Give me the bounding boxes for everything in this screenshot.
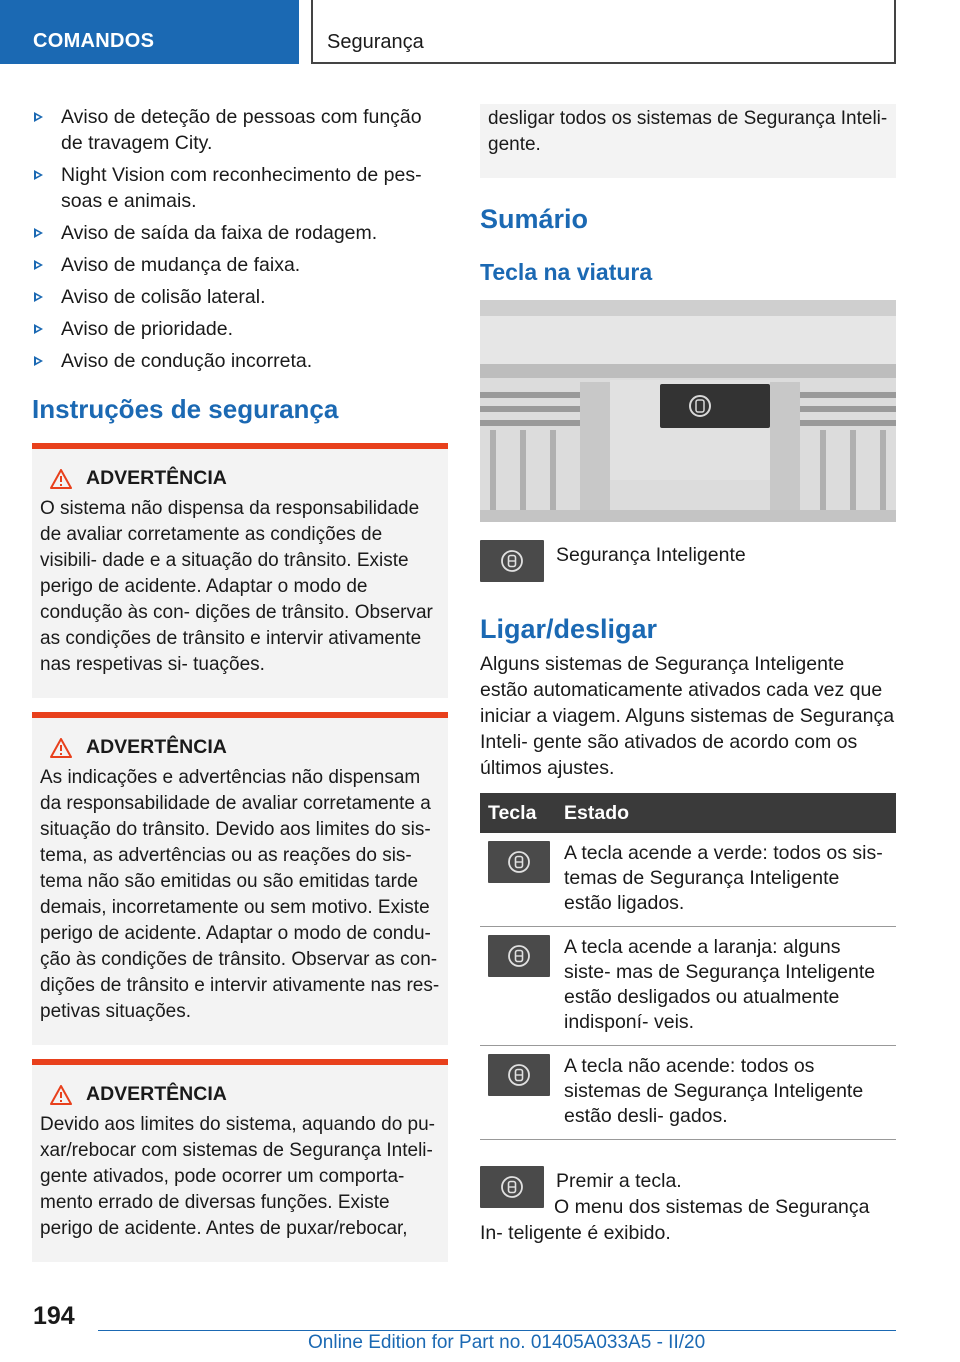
- warning-triangle-icon: [50, 1085, 72, 1105]
- intelligent-safety-icon: [507, 944, 531, 968]
- table-header-status: Estado: [556, 793, 896, 833]
- page-title: Segurança: [327, 31, 424, 53]
- table-row: [480, 927, 896, 1046]
- key-legend: [480, 540, 896, 582]
- page-header: [311, 0, 896, 64]
- bullet-list: [32, 104, 448, 374]
- status-table: [480, 793, 896, 1140]
- warning-continuation: desligar todos os sistemas de Segurança Inteli- gente.: [480, 104, 896, 178]
- warning-triangle-icon: [50, 738, 72, 758]
- triangle-bullet-icon: [34, 260, 43, 270]
- section-tab: [0, 0, 299, 64]
- warning-title: ADVERTÊNCIA: [86, 467, 227, 489]
- intelligent-safety-key: [488, 841, 550, 883]
- warning-text: Devido aos limites do sistema, aquando do pu- xar/rebocar com sistemas de Segurança Inteli- gente ativados, pode ocorrer um comporta- mento errado de diversas funções. Existe perigo de acidente. Antes de puxar/rebocar,: [40, 1114, 436, 1239]
- safety-heading: Instruções de segurança: [32, 394, 339, 424]
- footer-rule: [98, 1330, 896, 1331]
- intelligent-safety-key: [480, 540, 544, 582]
- triangle-bullet-icon: [34, 170, 43, 180]
- summary-heading: Sumário: [480, 204, 589, 234]
- page-number: 194: [33, 1302, 75, 1330]
- press-result: O menu dos sistemas de Segurança In- teligente é exibido.: [480, 1196, 870, 1244]
- key-heading: Tecla na viatura: [480, 259, 653, 285]
- dashboard-vents-image: [480, 300, 896, 522]
- intelligent-safety-icon: [507, 1063, 531, 1087]
- intelligent-safety-icon: [507, 850, 531, 874]
- warning-box: [32, 443, 448, 698]
- edition-note: Online Edition for Part no. 01405A033A5 - II/20: [308, 1332, 706, 1353]
- status-text: A tecla acende a verde: todos os sis- temas de Segurança Inteligente estão ligados.: [556, 833, 896, 927]
- table-row: [480, 833, 896, 927]
- warning-title: ADVERTÊNCIA: [86, 1083, 227, 1105]
- triangle-bullet-icon: [34, 112, 43, 122]
- press-instruction: Premir a tecla.: [556, 1170, 682, 1192]
- status-text: A tecla acende a laranja: alguns siste- mas de Segurança Inteligente estão desligados ou atualmente indisponí- veis.: [556, 927, 896, 1046]
- warning-text: As indicações e advertências não dispensam da responsabilidade de avaliar corretamente a situação do trânsito. Devido aos limites do sis- tema, as advertências ou as reações do sis- tema não são emitidas ou são emitidas tarde demais, incorretamente ou sem motivo. Existe perigo de acidente. Adaptar o modo de condu- ção às condições de trânsito. Observar as con- dições de trânsito e intervir ativamente nas res- petivas situações.: [40, 767, 440, 1022]
- intelligent-safety-key: [488, 1054, 550, 1096]
- right-column: [480, 104, 896, 1246]
- table-row: [480, 1046, 896, 1140]
- list-item: Aviso de colisão lateral.: [32, 284, 448, 310]
- triangle-bullet-icon: [34, 292, 43, 302]
- onoff-heading: Ligar/desligar: [480, 614, 658, 644]
- dashboard-photo: [480, 300, 896, 522]
- warning-box: [32, 1059, 448, 1262]
- warning-text: O sistema não dispensa da responsabilidade de avaliar corretamente as condições de visibili- dade e a situação do trânsito. Existe perigo de acidente. Adaptar o modo de condução às con- dições de trânsito. Observar as condições de trânsito e intervir ativamente nas respetivas si- tuações.: [40, 498, 433, 675]
- onoff-text: Alguns sistemas de Segurança Inteligente estão automaticamente ativados cada vez que iniciar a viagem. Alguns sistemas de Segurança Inteli- gente são ativados de acordo com os últimos ajustes.: [480, 653, 895, 779]
- list-item: Aviso de mudança de faixa.: [32, 252, 448, 278]
- warning-title: ADVERTÊNCIA: [86, 736, 227, 758]
- triangle-bullet-icon: [34, 324, 43, 334]
- triangle-bullet-icon: [34, 228, 43, 238]
- list-item: Aviso de deteção de pessoas com função de travagem City.: [32, 104, 448, 156]
- status-text: A tecla não acende: todos os sistemas de Segurança Inteligente estão desli- gados.: [556, 1046, 896, 1140]
- intelligent-safety-icon: [500, 549, 524, 573]
- list-item: Aviso de prioridade.: [32, 316, 448, 342]
- left-column: [32, 104, 448, 1262]
- list-item: Night Vision com reconhecimento de pes- soas e animais.: [32, 162, 448, 214]
- intelligent-safety-key: [488, 935, 550, 977]
- warning-box: [32, 712, 448, 1045]
- list-item: Aviso de saída da faixa de rodagem.: [32, 220, 448, 246]
- table-header-key: Tecla: [480, 793, 556, 833]
- warning-triangle-icon: [50, 469, 72, 489]
- key-label: Segurança Inteligente: [556, 544, 746, 566]
- list-item: Aviso de condução incorreta.: [32, 348, 448, 374]
- section-label: COMANDOS: [33, 30, 155, 52]
- intelligent-safety-icon: [500, 1175, 524, 1199]
- triangle-bullet-icon: [34, 356, 43, 366]
- intelligent-safety-key: [480, 1166, 544, 1208]
